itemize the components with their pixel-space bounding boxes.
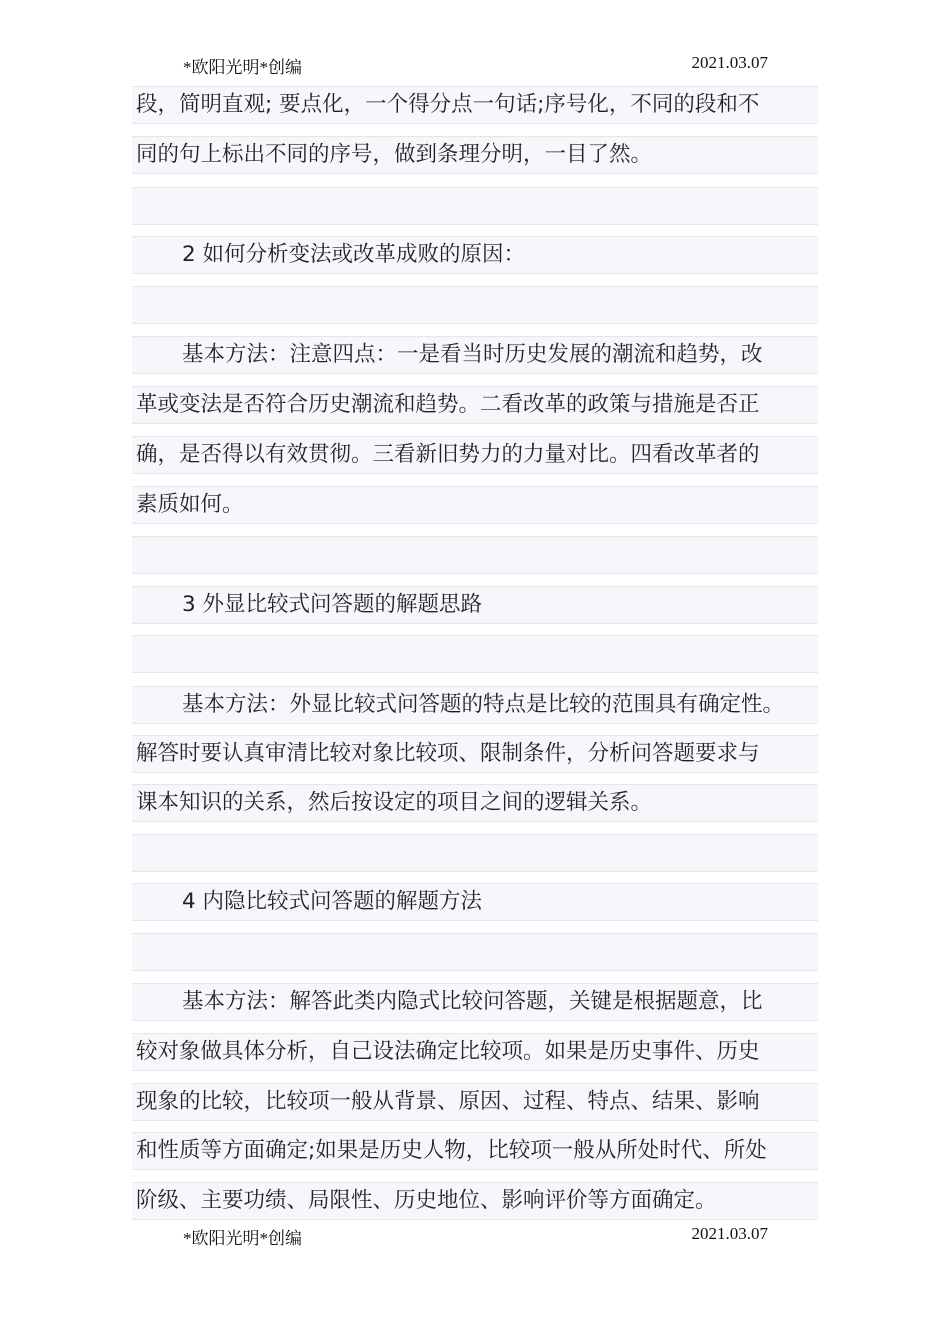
text-line: 3 外显比较式问答题的解题思路 [132, 586, 818, 624]
text-line: 较对象做具体分析，自己设法确定比较项。如果是历史事件、历史 [132, 1033, 818, 1071]
blank-line [132, 187, 818, 225]
blank-line [132, 536, 818, 574]
text-line: 同的句上标出不同的序号，做到条理分明，一目了然。 [132, 136, 818, 174]
blank-line [132, 933, 818, 971]
text-line: 课本知识的关系，然后按设定的项目之间的逻辑关系。 [132, 784, 818, 822]
text-line: 2 如何分析变法或改革成败的原因： [132, 236, 818, 274]
page-footer [183, 1224, 768, 1248]
blank-line [132, 834, 818, 872]
text-line: 革或变法是否符合历史潮流和趋势。二看改革的政策与措施是否正 [132, 386, 818, 424]
text-line: 现象的比较，比较项一般从背景、原因、过程、特点、结果、影响 [132, 1083, 818, 1121]
text-line: 基本方法：注意四点：一是看当时历史发展的潮流和趋势，改 [132, 336, 818, 374]
blank-line [132, 286, 818, 324]
text-line: 段，简明直观; 要点化，一个得分点一句话;序号化，不同的段和不 [132, 86, 818, 124]
text-line: 基本方法：解答此类内隐式比较问答题，关键是根据题意，比 [132, 983, 818, 1021]
text-line: 基本方法：外显比较式问答题的特点是比较的范围具有确定性。 [132, 686, 818, 724]
text-line: 确，是否得以有效贯彻。三看新旧势力的力量对比。四看改革者的 [132, 436, 818, 474]
header-author: *欧阳光明*创编 [183, 58, 302, 77]
footer-author: *欧阳光明*创编 [183, 1229, 302, 1248]
text-line: 阶级、主要功绩、局限性、历史地位、影响评价等方面确定。 [132, 1182, 818, 1220]
header-date: 2021.03.07 [691, 53, 768, 72]
text-line: 素质如何。 [132, 486, 818, 524]
page-header [183, 53, 768, 77]
text-line: 4 内隐比较式问答题的解题方法 [132, 883, 818, 921]
text-line: 解答时要认真审清比较对象比较项、限制条件，分析问答题要求与 [132, 735, 818, 773]
blank-line [132, 635, 818, 673]
text-line: 和性质等方面确定;如果是历史人物，比较项一般从所处时代、所处 [132, 1132, 818, 1170]
footer-date: 2021.03.07 [691, 1224, 768, 1243]
